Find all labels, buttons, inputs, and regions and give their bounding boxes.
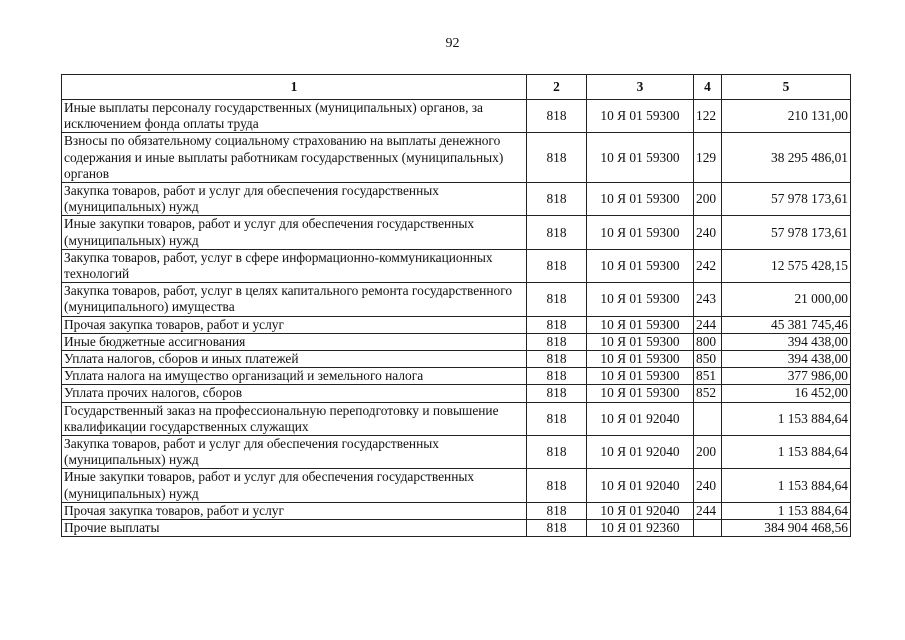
cell-name: Иные закупки товаров, работ и услуг для обеспечения государственных (муниципальных) нужд: [62, 216, 527, 249]
cell-type: 242: [694, 249, 722, 282]
cell-type: 244: [694, 502, 722, 519]
cell-code: 818: [527, 351, 587, 368]
page-number: 92: [445, 36, 460, 51]
cell-amount: 394 438,00: [722, 351, 851, 368]
table-row: [62, 469, 851, 502]
cell-amount: 384 904 468,56: [722, 520, 851, 537]
cell-code: 818: [527, 368, 587, 385]
cell-name: Уплата прочих налогов, сборов: [62, 385, 527, 402]
table-row: [62, 436, 851, 469]
cell-type: [694, 402, 722, 435]
table-row: [62, 502, 851, 519]
table-row: [62, 183, 851, 216]
cell-name: Закупка товаров, работ, услуг в сфере информационно-коммуникационных технологий: [62, 249, 527, 282]
cell-amount: 377 986,00: [722, 368, 851, 385]
cell-code: 818: [527, 402, 587, 435]
cell-type: 850: [694, 351, 722, 368]
table-row: [62, 333, 851, 350]
cell-amount: 16 452,00: [722, 385, 851, 402]
cell-article: 10 Я 01 59300: [587, 249, 694, 282]
cell-article: 10 Я 01 59300: [587, 216, 694, 249]
cell-code: 818: [527, 469, 587, 502]
cell-type: 800: [694, 333, 722, 350]
table-row: [62, 283, 851, 316]
budget-table: [61, 74, 851, 537]
cell-article: 10 Я 01 59300: [587, 385, 694, 402]
cell-code: 818: [527, 502, 587, 519]
table-header-row: [62, 75, 851, 100]
cell-type: 122: [694, 100, 722, 133]
column-header-type: 4: [694, 75, 722, 100]
table-row: [62, 351, 851, 368]
table-row: [62, 520, 851, 537]
cell-name: Иные бюджетные ассигнования: [62, 333, 527, 350]
cell-code: 818: [527, 333, 587, 350]
table-row: [62, 402, 851, 435]
cell-name: Иные закупки товаров, работ и услуг для обеспечения государственных (муниципальных) нужд: [62, 469, 527, 502]
table-row: [62, 216, 851, 249]
cell-article: 10 Я 01 59300: [587, 133, 694, 183]
table-row: [62, 368, 851, 385]
cell-name: Прочие выплаты: [62, 520, 527, 537]
cell-name: Государственный заказ на профессиональную переподготовку и повышение квалификации государственных служащих: [62, 402, 527, 435]
cell-code: 818: [527, 133, 587, 183]
column-header-code: 2: [527, 75, 587, 100]
cell-amount: 21 000,00: [722, 283, 851, 316]
cell-amount: 45 381 745,46: [722, 316, 851, 333]
cell-name: Закупка товаров, работ и услуг для обеспечения государственных (муниципальных) нужд: [62, 436, 527, 469]
cell-article: 10 Я 01 59300: [587, 316, 694, 333]
cell-code: 818: [527, 216, 587, 249]
cell-amount: 1 153 884,64: [722, 402, 851, 435]
cell-code: 818: [527, 436, 587, 469]
column-header-article: 3: [587, 75, 694, 100]
cell-name: Взносы по обязательному социальному страхованию на выплаты денежного содержания и иные выплаты работникам государственных (муниципальных) органов: [62, 133, 527, 183]
cell-type: 243: [694, 283, 722, 316]
cell-article: 10 Я 01 59300: [587, 283, 694, 316]
cell-amount: 394 438,00: [722, 333, 851, 350]
cell-name: Уплата налогов, сборов и иных платежей: [62, 351, 527, 368]
cell-article: 10 Я 01 59300: [587, 183, 694, 216]
cell-article: 10 Я 01 92040: [587, 436, 694, 469]
cell-type: 244: [694, 316, 722, 333]
cell-type: 129: [694, 133, 722, 183]
cell-amount: 1 153 884,64: [722, 469, 851, 502]
cell-code: 818: [527, 249, 587, 282]
cell-type: 851: [694, 368, 722, 385]
column-header-name: 1: [62, 75, 527, 100]
cell-code: 818: [527, 100, 587, 133]
cell-name: Прочая закупка товаров, работ и услуг: [62, 316, 527, 333]
cell-type: 852: [694, 385, 722, 402]
cell-article: 10 Я 01 92040: [587, 402, 694, 435]
cell-type: [694, 520, 722, 537]
cell-name: Прочая закупка товаров, работ и услуг: [62, 502, 527, 519]
cell-name: Иные выплаты персоналу государственных (муниципальных) органов, за исключением фонда оплаты труда: [62, 100, 527, 133]
cell-amount: 57 978 173,61: [722, 183, 851, 216]
table-row: [62, 100, 851, 133]
cell-article: 10 Я 01 59300: [587, 333, 694, 350]
cell-code: 818: [527, 316, 587, 333]
cell-code: 818: [527, 385, 587, 402]
cell-amount: 1 153 884,64: [722, 436, 851, 469]
cell-amount: 210 131,00: [722, 100, 851, 133]
cell-article: 10 Я 01 59300: [587, 368, 694, 385]
cell-type: 200: [694, 183, 722, 216]
cell-article: 10 Я 01 92040: [587, 502, 694, 519]
table-row: [62, 385, 851, 402]
cell-article: 10 Я 01 92360: [587, 520, 694, 537]
cell-name: Закупка товаров, работ, услуг в целях капитального ремонта государственного (муниципального) имущества: [62, 283, 527, 316]
cell-article: 10 Я 01 59300: [587, 100, 694, 133]
cell-name: Уплата налога на имущество организаций и земельного налога: [62, 368, 527, 385]
cell-code: 818: [527, 283, 587, 316]
column-header-amount: 5: [722, 75, 851, 100]
cell-amount: 12 575 428,15: [722, 249, 851, 282]
cell-amount: 57 978 173,61: [722, 216, 851, 249]
cell-amount: 1 153 884,64: [722, 502, 851, 519]
table-row: [62, 133, 851, 183]
cell-name: Закупка товаров, работ и услуг для обеспечения государственных (муниципальных) нужд: [62, 183, 527, 216]
cell-code: 818: [527, 520, 587, 537]
cell-amount: 38 295 486,01: [722, 133, 851, 183]
cell-code: 818: [527, 183, 587, 216]
cell-type: 240: [694, 216, 722, 249]
cell-type: 200: [694, 436, 722, 469]
table-row: [62, 249, 851, 282]
cell-type: 240: [694, 469, 722, 502]
cell-article: 10 Я 01 92040: [587, 469, 694, 502]
cell-article: 10 Я 01 59300: [587, 351, 694, 368]
table-row: [62, 316, 851, 333]
